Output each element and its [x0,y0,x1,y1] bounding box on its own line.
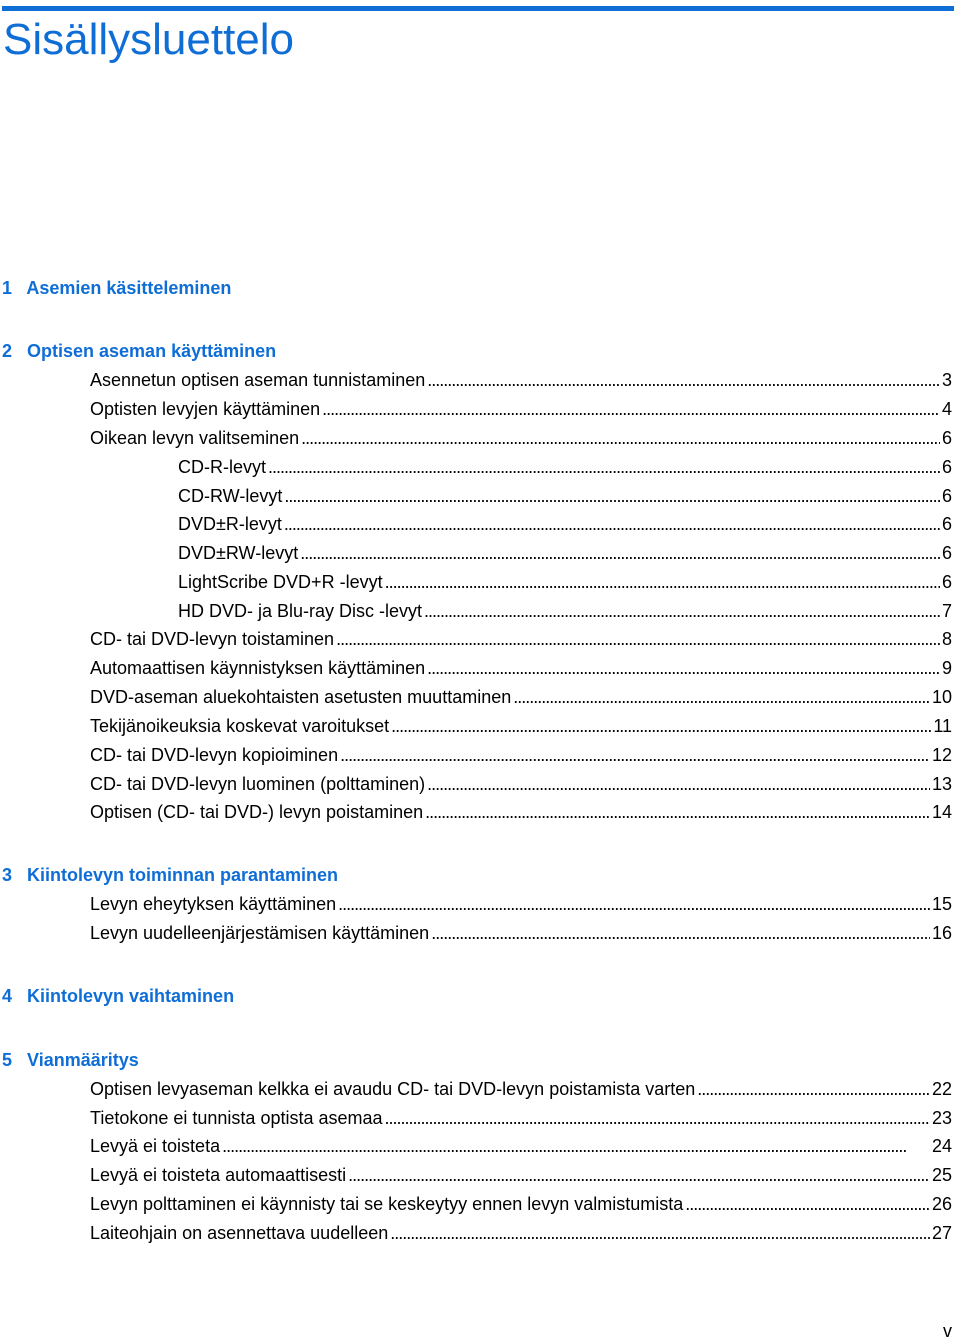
toc-subentry[interactable] [178,454,952,480]
toc-entry-text: DVD-aseman aluekohtaisten asetusten muuttaminen [90,687,512,707]
toc-subentry[interactable] [178,569,952,595]
chapter-title: Vianmääritys [27,1050,139,1070]
toc-entry[interactable] [90,920,952,946]
dot-leader [385,1105,930,1131]
toc-entry-text: CD- tai DVD-levyn toistaminen [90,629,335,649]
toc-entry-page: 7 [941,601,952,621]
toc-entry-page: 6 [941,572,952,592]
toc-entry-text: Levyä ei toisteta [90,1136,221,1156]
toc-entry[interactable] [90,1105,952,1131]
chapter-title: Kiintolevyn toiminnan parantaminen [27,865,339,885]
toc-entry-page: 3 [941,370,952,390]
toc-entry[interactable] [90,1133,952,1159]
toc-entry-page: 11 [933,716,952,736]
toc-entry-page: 22 [931,1079,952,1099]
toc-entry-text: Tietokone ei tunnista optista asemaa [90,1108,383,1128]
page-title: Sisällysluettelo [3,15,295,64]
dot-leader [322,396,940,422]
dot-leader [284,483,940,509]
dot-leader [685,1191,930,1217]
dot-leader [427,367,940,393]
toc-entry-text: Automaattisen käynnistyksen käyttäminen [90,658,426,678]
chapter-title: Optisen aseman käyttäminen [27,341,277,361]
toc-entry[interactable] [90,684,952,710]
toc-entry-text: Optisen levyaseman kelkka ei avaudu CD- tai DVD-levyn poistamista varten [90,1079,696,1099]
dot-leader [284,511,940,537]
toc-entry-text: Levyn polttaminen ei käynnisty tai se keskeytyy ennen levyn valmistumista [90,1194,684,1214]
dot-leader [391,713,931,739]
dot-leader [697,1076,930,1102]
toc-entry-page: 16 [931,923,952,943]
chapter-title: Asemien käsitteleminen [26,278,232,298]
chapter-number: 3 [2,865,13,885]
chapter-number: 5 [2,1050,13,1070]
dot-leader [340,742,930,768]
toc-entry[interactable] [90,1076,952,1102]
dot-leader [513,684,930,710]
toc-entry-text: Optisten levyjen käyttäminen [90,399,321,419]
toc-entry-text: LightScribe DVD+R -levyt [178,572,383,592]
chapter-number: 4 [2,986,13,1006]
dot-leader [268,454,940,480]
toc-entry-text: Asennetun optisen aseman tunnistaminen [90,370,426,390]
chapter-title: Kiintolevyn vaihtaminen [27,986,235,1006]
toc-entry-text: Laiteohjain on asennettava uudelleen [90,1223,389,1243]
dot-leader [300,540,940,566]
toc-entry[interactable] [90,626,952,652]
toc-entry[interactable] [90,367,952,393]
toc-entry-page: 23 [931,1108,952,1128]
chapter-heading[interactable] [2,1047,139,1073]
toc-entry[interactable] [90,396,952,422]
dot-leader [427,771,930,797]
toc-entry-text: CD- tai DVD-levyn luominen (polttaminen) [90,774,426,794]
toc-entry[interactable] [90,1191,952,1217]
dot-leader [222,1133,930,1159]
toc-entry[interactable] [90,713,952,739]
toc-entry-page: 26 [931,1194,952,1214]
toc-entry-text: CD-RW-levyt [178,486,283,506]
toc-entry[interactable] [90,655,952,681]
toc-subentry[interactable] [178,598,952,624]
toc-entry-text: Levyä ei toisteta automaattisesti [90,1165,347,1185]
toc-entry[interactable] [90,425,952,451]
dot-leader [425,799,930,825]
chapter-heading[interactable] [2,983,234,1009]
dot-leader [390,1220,930,1246]
dot-leader [348,1162,930,1188]
toc-entry-text: Levyn eheytyksen käyttäminen [90,894,337,914]
toc-entry-page: 25 [931,1165,952,1185]
toc-entry[interactable] [90,771,952,797]
toc-entry-page: 15 [931,894,952,914]
dot-leader [431,920,930,946]
dot-leader [338,891,930,917]
dot-leader [424,598,940,624]
toc-entry[interactable] [90,1162,952,1188]
toc-entry[interactable] [90,891,952,917]
toc-subentry[interactable] [178,483,952,509]
toc-entry-page: 6 [941,514,952,534]
chapter-heading[interactable] [2,862,338,888]
toc-entry[interactable] [90,1220,952,1246]
toc-entry-page: 13 [931,774,952,794]
dot-leader [336,626,940,652]
chapter-heading[interactable] [2,275,231,301]
toc-entry-text: CD- tai DVD-levyn kopioiminen [90,745,339,765]
toc-entry-page: 6 [941,457,952,477]
dot-leader [301,425,940,451]
chapter-heading[interactable] [2,338,276,364]
toc-entry-page: 27 [931,1223,952,1243]
chapter-number: 1 [2,278,13,298]
toc-entry-text: HD DVD- ja Blu-ray Disc -levyt [178,601,423,621]
toc-entry[interactable] [90,799,952,825]
toc-entry-text: DVD±RW-levyt [178,543,299,563]
toc-entry[interactable] [90,742,952,768]
toc-entry-text: Optisen (CD- tai DVD-) levyn poistaminen [90,802,424,822]
chapter-number: 2 [2,341,13,361]
toc-entry-page: 4 [941,399,952,419]
header-rule [2,6,954,11]
toc-entry-text: DVD±R-levyt [178,514,282,534]
toc-entry-text: CD-R-levyt [178,457,266,477]
dot-leader [427,655,940,681]
toc-entry-page: 6 [941,486,952,506]
toc-subentry[interactable] [178,511,952,537]
footer-page-number: v [943,1321,952,1341]
toc-entry-text: Levyn uudelleenjärjestämisen käyttäminen [90,923,430,943]
toc-entry-page: 12 [931,745,952,765]
toc-entry-page: 24 [931,1136,952,1156]
dot-leader [385,569,940,595]
toc-entry-page: 10 [931,687,952,707]
toc-entry-page: 6 [941,543,952,563]
toc-entry-page: 6 [941,428,952,448]
toc-entry-text: Oikean levyn valitseminen [90,428,300,448]
toc-entry-text: Tekijänoikeuksia koskevat varoitukset [90,716,390,736]
toc-entry-page: 14 [931,802,952,822]
toc-entry-page: 8 [941,629,952,649]
toc-entry-page: 9 [941,658,952,678]
toc-subentry[interactable] [178,540,952,566]
